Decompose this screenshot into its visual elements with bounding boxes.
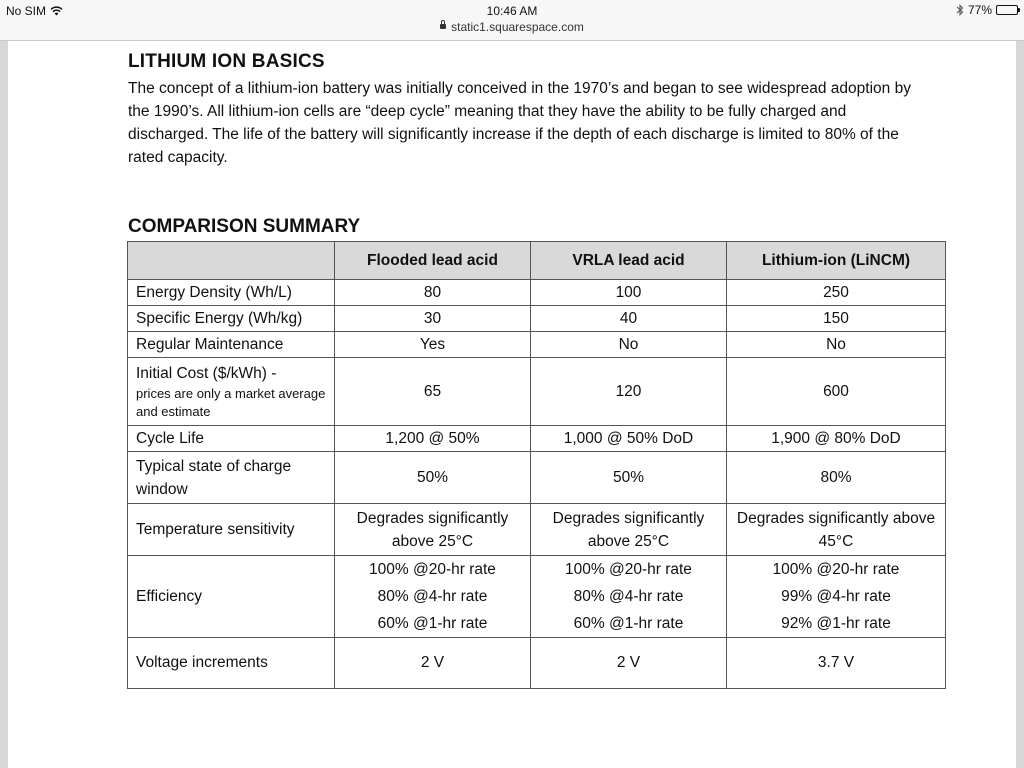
column-header-vrla: VRLA lead acid [531,242,727,280]
table-cell: No [727,332,946,358]
table-cell [727,556,946,638]
table-cell: 80% [727,452,946,504]
table-cell: 2 V [335,638,531,689]
bluetooth-icon [956,4,964,16]
table-row [128,426,946,452]
status-right [956,3,1018,17]
row-label: Specific Energy (Wh/kg) [128,306,335,332]
table-row [128,504,946,556]
table-header-corner [128,242,335,280]
address-bar[interactable] [0,20,1024,34]
section-heading-comparison-summary: COMPARISON SUMMARY [128,216,361,237]
table-header-row [128,242,946,280]
lock-icon [440,24,446,29]
table-row [128,638,946,689]
row-label [128,358,335,426]
efficiency-line: 99% @4-hr rate [781,588,891,605]
table-cell: 600 [727,358,946,426]
table-cell: Yes [335,332,531,358]
cell-text: Degrades significantly above 25°C [356,509,509,550]
comparison-table [127,241,946,689]
row-label: Cycle Life [128,426,335,452]
table-cell: 1,000 @ 50% DoD [531,426,727,452]
table-cell: 65 [335,358,531,426]
carrier-label: No SIM [6,4,47,18]
efficiency-line: 60% @1-hr rate [377,615,488,632]
table-cell: 120 [531,358,727,426]
row-label: Voltage increments [128,638,335,689]
efficiency-line: 80% @4-hr rate [573,588,684,605]
intro-paragraph: The concept of a lithium-ion battery was initially conceived in the 1970’s and began to see widespread adoption by the 1990’s. All lithium-ion cells are “deep cycle” meaning that they have the ability to be fully charged and discharged. The life of the battery will significantly increase if the depth of each discharge is limited to 80% of the rated capacity. [128,80,911,166]
table-cell: 30 [335,306,531,332]
table-cell [531,504,727,556]
table-cell: 100 [531,280,727,306]
cell-text: Degrades significantly above 45°C [736,509,936,550]
table-row [128,306,946,332]
table-cell: 1,900 @ 80% DoD [727,426,946,452]
battery-icon [996,5,1018,15]
section-heading-lithium-ion-basics: LITHIUM ION BASICS [128,51,325,72]
efficiency-line: 80% @4-hr rate [377,588,488,605]
table-cell [335,556,531,638]
table-cell [727,504,946,556]
row-label: Temperature sensitivity [128,504,335,556]
efficiency-line: 100% @20-hr rate [369,561,496,578]
row-label-main: Initial Cost ($/kWh) - [136,364,277,382]
efficiency-line: 100% @20-hr rate [565,561,692,578]
table-cell: 150 [727,306,946,332]
table-cell: 1,200 @ 50% [335,426,531,452]
table-cell: 50% [335,452,531,504]
battery-percent: 77% [967,3,992,17]
table-row [128,280,946,306]
table-row [128,332,946,358]
row-label: Regular Maintenance [128,332,335,358]
row-label-note: prices are only a market average and estimate [136,385,326,419]
table-cell: 80 [335,280,531,306]
status-bar [0,0,1024,41]
table-row [128,358,946,426]
table-row [128,556,946,638]
table-cell: 40 [531,306,727,332]
efficiency-line: 100% @20-hr rate [772,561,900,578]
column-header-flooded: Flooded lead acid [335,242,531,280]
efficiency-line: 92% @1-hr rate [781,615,891,632]
row-label: Efficiency [128,556,335,638]
column-header-lithium: Lithium-ion (LiNCM) [727,242,946,280]
url-text[interactable]: static1.squarespace.com [451,20,584,34]
row-label-text: Typical state of charge window [136,457,292,498]
table-cell: No [531,332,727,358]
table-row [128,452,946,504]
table-cell: 50% [531,452,727,504]
table-cell: 2 V [531,638,727,689]
efficiency-line: 60% @1-hr rate [573,615,684,632]
table-cell [335,504,531,556]
table-cell [531,556,727,638]
row-label: Energy Density (Wh/L) [128,280,335,306]
cell-text: Degrades significantly above 25°C [552,509,705,550]
table-cell: 3.7 V [727,638,946,689]
document-page [8,41,1016,768]
table-cell: 250 [727,280,946,306]
row-label [128,452,335,504]
clock: 10:46 AM [486,4,538,18]
